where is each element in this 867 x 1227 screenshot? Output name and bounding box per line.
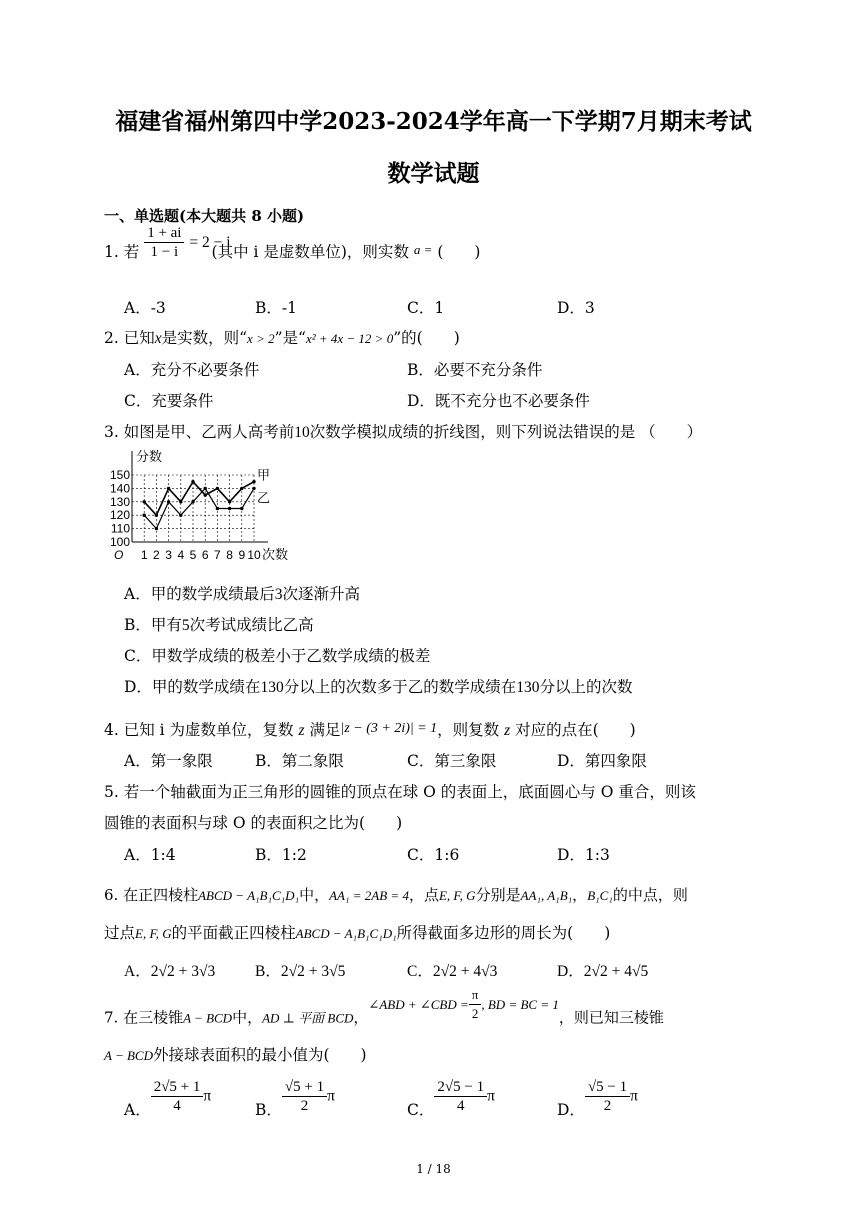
q7-opt-a-den: 4 — [173, 1098, 181, 1114]
x-tick-label: 4 — [177, 548, 185, 562]
y-tick-label: 100 — [109, 535, 130, 549]
q3-opt-a-num: 3 — [274, 586, 283, 603]
q2-expr2: x² + 4x − 12 > 0 — [305, 331, 394, 346]
series-point-1 — [252, 480, 255, 483]
q2-text-c: ”是“ — [274, 329, 306, 347]
q7-text-b: 中， — [232, 1008, 263, 1027]
q6-l2-c: 所得截面多边形的周长为( ) — [396, 924, 611, 942]
q1-fraction — [144, 224, 184, 261]
series-point-2 — [179, 514, 182, 517]
origin-label: O — [114, 548, 124, 562]
y-tick-label: 150 — [109, 468, 130, 482]
q3-n: 10 — [294, 424, 310, 441]
series-line-1 — [144, 482, 254, 516]
q6-sep: ， — [572, 886, 588, 904]
x-tick-label: 10 — [247, 548, 261, 562]
q2-option-b: B．必要不充分条件 — [407, 361, 543, 379]
q4-text-b: 满足 — [309, 721, 341, 739]
document-title: 福建省福州第四中学2023-2024学年高一下学期7月期末考试 — [115, 108, 752, 135]
q3-option-b — [124, 613, 314, 635]
q3-opt-a-text: A．甲的数学成绩最后 — [124, 585, 275, 603]
x-tick-label: 2 — [153, 548, 160, 562]
q1-var: a = — [413, 242, 433, 257]
x-axis-label: 次数 — [262, 547, 289, 562]
q3-opt-d-num: 130 — [260, 679, 284, 696]
q6-segs: AA₁, A₁B₁ — [520, 888, 573, 903]
q1-frac-num: 1 + ai — [144, 224, 184, 243]
q5-option-b: B．1:2 — [255, 846, 307, 864]
q3-text-b: 次数学模拟成绩的折线图，则下列说法错误的是 （ ） — [309, 423, 703, 441]
series-point-2 — [228, 507, 231, 510]
q7-solid: A − BCD — [183, 1010, 233, 1026]
y-tick-label: 130 — [109, 494, 130, 509]
q7-opt-a-label: A． — [124, 1100, 151, 1119]
q6-option-d: D．2√2 + 4√5 — [557, 963, 649, 980]
q7-opt-d-num: √5 − 1 — [585, 1078, 630, 1097]
q7-sep: ， — [353, 1008, 369, 1027]
q7-l2-text: 外接球表面积的最小值为( ) — [152, 1046, 367, 1064]
y-tick-label: 120 — [109, 508, 130, 523]
y-tick-label: 140 — [109, 481, 130, 496]
q1-option-b: B．-1 — [255, 299, 297, 317]
q1-option-c: C．1 — [407, 299, 445, 317]
q6-text-c: ，点 — [408, 886, 439, 904]
q4-option-d: D．第四象限 — [557, 752, 647, 770]
x-tick-label: 1 — [140, 548, 148, 562]
q7-cond2-b: , BD = BC = 1 — [481, 996, 559, 1012]
q7-opt-b-pi: π — [327, 1087, 335, 1105]
series-point-1 — [155, 514, 158, 517]
q1-text: (其中 i 是虚数单位)，则实数 — [211, 243, 409, 261]
x-tick-label: 6 — [201, 548, 209, 562]
series-point-2 — [216, 507, 219, 510]
q6-seg3: B₁C₁ — [587, 888, 613, 903]
q3-option-c: C．甲数学成绩的极差小于乙数学成绩的极差 — [124, 647, 431, 665]
q7-option-a — [124, 1078, 212, 1119]
series-point-2 — [252, 487, 255, 490]
q7-opt-c-label: C． — [407, 1100, 435, 1119]
q3-opt-b-text: B．甲有 — [124, 616, 182, 634]
q2-text-d: ”的( ) — [393, 329, 460, 347]
q7-opt-d-pi: π — [630, 1087, 638, 1105]
q7-text-a: 7. 在三棱锥 — [104, 1008, 184, 1027]
q2-expr1: x > 2 — [247, 331, 275, 346]
document-subtitle: 数学试题 — [387, 160, 480, 187]
q1-prefix: 若 — [123, 243, 140, 261]
x-tick-label: 7 — [214, 548, 221, 562]
q1-rhs: = 2 − i — [189, 234, 231, 251]
q7-opt-b-num: √5 + 1 — [282, 1078, 327, 1097]
question-5-line1: 5. 若一个轴截面为正三角形的圆锥的顶点在球 O 的表面上，底面圆心与 O 重合，则该 — [104, 783, 696, 801]
q5-option-c: C．1:6 — [407, 846, 460, 864]
x-tick-label: 3 — [165, 548, 172, 562]
q3-opt-a-text2: 次逐渐升高 — [282, 585, 360, 603]
x-tick-label: 5 — [189, 548, 197, 562]
q6-text-d: 分别是 — [475, 886, 521, 904]
q4-expr: |z − (3 + 2i)| = 1 — [340, 721, 438, 736]
q2-option-d: D．既不充分也不必要条件 — [407, 392, 590, 410]
q7-opt-c-frac — [434, 1078, 487, 1115]
question-1 — [104, 224, 481, 262]
q7-text-c: ，则已知三棱锥 — [558, 1008, 664, 1027]
q2-option-a: A．充分不必要条件 — [124, 361, 260, 379]
q3-option-a — [124, 582, 360, 604]
q2-text-b: 是实数，则“ — [161, 329, 248, 347]
section-heading: 一、单选题(本大题共 8 小题) — [104, 207, 305, 225]
q2-var: x — [154, 330, 162, 347]
page-number: 1 / 18 — [416, 1162, 451, 1176]
series-point-1 — [216, 487, 219, 490]
q7-opt-c-den: 4 — [456, 1098, 465, 1114]
q7-cond2-frac — [469, 986, 482, 1023]
q4-text-c: ，则复数 — [437, 721, 500, 739]
q6-l2-a: 过点 — [104, 924, 136, 942]
question-6-line1 — [104, 884, 688, 905]
q6-pts: E, F, G — [438, 888, 476, 903]
q6-text-e: 的中点，则 — [612, 886, 688, 904]
x-tick-label: 9 — [238, 548, 246, 562]
q3-opt-d-text3: 分以上的次数 — [539, 678, 633, 696]
q7-opt-b-frac — [282, 1078, 327, 1115]
q6-text-a: 6. 在正四棱柱 — [104, 886, 199, 904]
q4-var2: z — [504, 722, 511, 739]
q7-option-d — [557, 1078, 638, 1119]
q6-text-b: 中， — [299, 886, 330, 904]
series-point-2 — [143, 514, 146, 517]
series-point-2 — [167, 500, 170, 503]
series-line-2 — [144, 488, 254, 528]
series-point-2 — [191, 500, 194, 503]
q2-option-c: C．充要条件 — [124, 392, 214, 410]
q3-opt-b-text2: 次考试成绩比乙高 — [189, 616, 314, 634]
question-3 — [104, 420, 702, 442]
q7-opt-d-frac — [585, 1078, 630, 1115]
q7-cond2-a: ∠ABD + ∠CBD = — [368, 996, 469, 1012]
q7-frac-num: π — [469, 986, 482, 1005]
series-point-1 — [204, 493, 207, 496]
q6-l2-pts: E, F, G — [135, 926, 172, 941]
question-7-line1 — [104, 987, 664, 1037]
series-label: 乙 — [257, 490, 271, 506]
q3-opt-b-num: 5 — [181, 617, 190, 634]
q7-opt-b-den: 2 — [300, 1098, 309, 1114]
q7-opt-c-num: 2√5 − 1 — [434, 1078, 487, 1097]
series-point-1 — [167, 487, 170, 490]
question-7-line2 — [104, 1043, 367, 1065]
q6-solid: ABCD − A₁B₁C₁D₁ — [198, 888, 300, 903]
line-chart — [100, 447, 310, 572]
q6-option-a: A．2√2 + 3√3 — [124, 963, 216, 980]
question-4 — [104, 718, 636, 740]
series-point-2 — [240, 507, 243, 510]
q1-frac-den: 1 − i — [150, 243, 179, 260]
q6-l2-solid: ABCD − A₁B₁C₁D₁ — [295, 926, 397, 941]
q7-cond1: AD ⊥ 平面 BCD — [262, 1010, 354, 1026]
q7-opt-a-num: 2√5 + 1 — [151, 1078, 204, 1097]
q3-opt-d-text: D．甲的数学成绩在 — [124, 678, 261, 696]
y-tick-label: 110 — [110, 521, 130, 536]
q7-l2-solid: A − BCD — [104, 1048, 153, 1063]
q4-option-b: B．第二象限 — [255, 752, 344, 770]
series-point-2 — [155, 527, 158, 530]
q1-option-a: A．-3 — [124, 299, 166, 317]
question-2 — [104, 326, 460, 348]
q7-opt-d-label: D． — [557, 1100, 585, 1119]
q2-text-a: 2. 已知 — [104, 329, 155, 347]
series-point-1 — [143, 500, 146, 503]
q1-number: 1. — [104, 243, 119, 261]
y-axis-label: 分数 — [136, 449, 163, 464]
q1-option-d: D．3 — [557, 299, 595, 317]
question-5-line2: 圆锥的表面积与球 O 的表面积之比为( ) — [104, 814, 403, 832]
q7-option-c — [407, 1078, 495, 1119]
q5-option-d: D．1:3 — [557, 846, 610, 864]
x-tick-label: 8 — [226, 548, 233, 562]
q7-frac-den: 2 — [471, 1006, 479, 1021]
series-point-1 — [228, 500, 231, 503]
q7-opt-d-den: 2 — [603, 1098, 612, 1114]
q3-text-a: 3. 如图是甲、乙两人高考前 — [104, 423, 295, 441]
series-point-1 — [179, 500, 182, 503]
q6-l2-b: 的平面截正四棱柱 — [171, 924, 296, 942]
q7-opt-b-label: B． — [255, 1100, 282, 1119]
q5-option-a: A．1:4 — [124, 846, 176, 864]
q7-opt-c-pi: π — [487, 1087, 495, 1105]
question-6-line2 — [104, 921, 610, 943]
q7-opt-a-frac — [151, 1078, 204, 1115]
q4-text-d: 对应的点在( ) — [515, 721, 636, 739]
q7-option-b — [255, 1078, 335, 1119]
q6-option-c: C．2√2 + 4√3 — [407, 963, 498, 980]
q3-opt-d-text2: 分以上的次数多于乙的数学成绩在 — [283, 678, 517, 696]
series-label: 甲 — [257, 467, 271, 483]
q4-option-a: A．第一象限 — [124, 752, 213, 770]
series-point-1 — [191, 480, 194, 483]
q4-text-a: 4. 已知 i 为虚数单位，复数 — [104, 721, 294, 739]
q3-opt-d-num2: 130 — [516, 679, 540, 696]
q4-option-c: C．第三象限 — [407, 752, 497, 770]
q6-option-b: B．2√2 + 3√5 — [255, 963, 346, 980]
q4-var: z — [298, 722, 305, 739]
q3-option-d — [124, 675, 632, 697]
q1-end: ( ) — [437, 243, 481, 261]
series-point-1 — [240, 487, 243, 490]
q7-opt-a-pi: π — [203, 1087, 212, 1105]
series-point-2 — [204, 487, 207, 490]
q6-cond: AA₁ = 2AB = 4 — [329, 888, 409, 903]
